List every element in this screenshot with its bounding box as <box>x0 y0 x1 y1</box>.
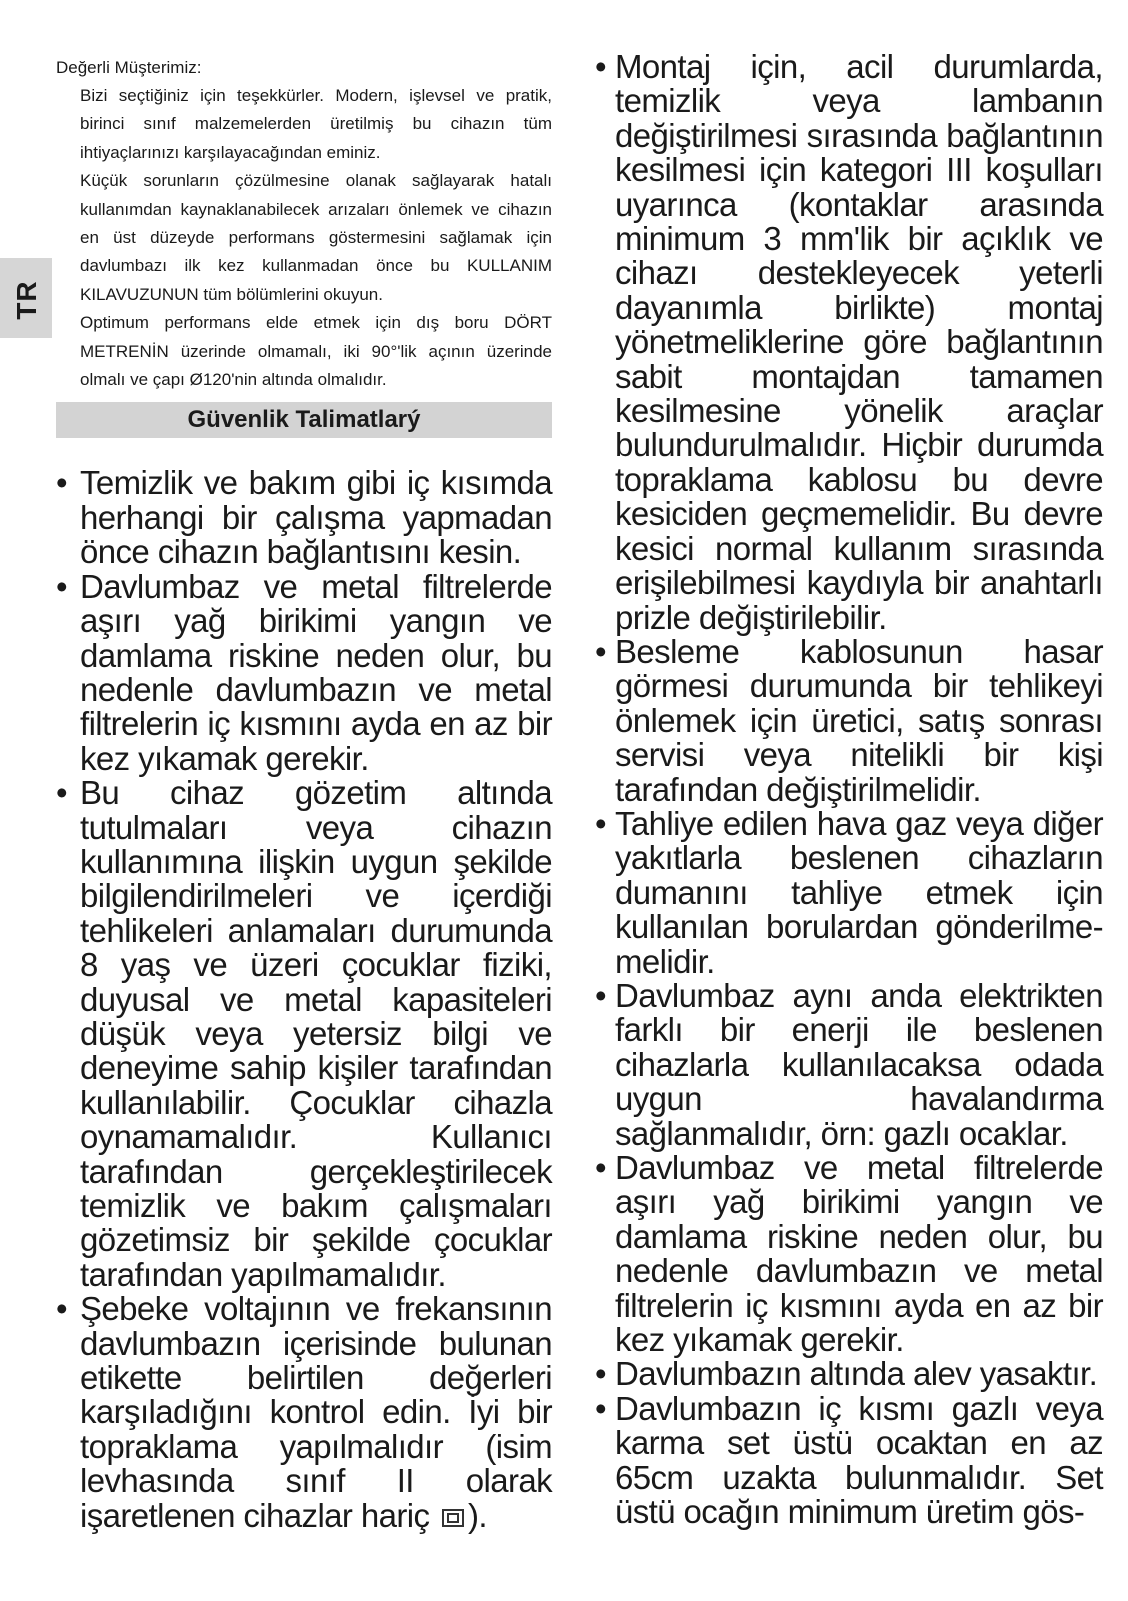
safety-item: • Bu cihaz gözetim altında tutulmaları veya cihazın kullanımına ilişkin uygun şekilde bilgilendirilmeleri ve içerdiği tehlikeleri anlamaları durumunda 8 yaş ve üzeri çocuklar fiziki, duyusal ve metal kapasiteleri düşük veya yetersiz bilgi ve deneyime sahip kişiler tarafından kullanılabilir. Çocuklar cihazla oynamamalıdır. Kullanıcı tarafından gerçekleştirilecek temizlik ve bakım çalışmaları gözetimsiz bir şekilde çocuklar tarafından yapılmamalıdır. <box>56 776 552 1292</box>
intro-paragraph: Küçük sorunların çözülmesine olanak sağlayarak hatalı kullanımdan kaynaklanabilecek arızaları önlemek ve cihazın en üst düzeyde performans göstermesini sağlamak için davlumbazı ilk kez kullanmadan önce bu KULLANIM KILAVUZUNUN tüm bölümlerini okuyun. <box>80 171 552 304</box>
safety-item: • Davlumbaz ve metal filtrelerde aşırı yağ birikimi yangın ve damlama riskine neden olur, bu nedenle davlumbazın ve metal filtrelerin iç kısmını ayda en az bir kez yıkamak gerekir. <box>595 1151 1103 1357</box>
safety-item: • Besleme kablosunun hasar görmesi durumunda bir tehlikeyi önlemek için üretici, satış sonrası servisi veya nitelikli bir kişi tarafından değiştirilmelidir. <box>595 635 1103 807</box>
intro-paragraph: Optimum performans elde etmek için dış boru DÖRT METRENİN üzerinde olmamalı, iki 90°'lik açının üzerinde olmalı ve çapı Ø120'nin altında olmalıdır. <box>80 313 552 390</box>
language-tab <box>0 258 52 338</box>
safety-item: • Temizlik ve bakım gibi iç kısımda herhangi bir çalışma yapmadan önce cihazın bağlantısını kesin. <box>56 466 552 569</box>
safety-item: • Davlumbaz aynı anda elektrikten farklı bir enerji ile beslenen cihazlarla kullanılacaksa odada uygun havalandırma sağlanmalıdır, örn: gazlı ocaklar. <box>595 979 1103 1151</box>
safety-item-text: Şebeke voltajının ve frekansının davlumbazın içerisinde bulunan etikette belirtilen değerleri karşıladığını kontrol edin. İyi bir topraklama yapılmalıdır (isim levhasında sınıf II olarak işaretlenen cihazlar hariç <box>80 1290 552 1534</box>
right-column <box>595 50 1103 1529</box>
safety-list-right <box>595 50 1103 1529</box>
safety-item <box>56 1292 552 1533</box>
safety-item-suffix: ). <box>468 1496 487 1534</box>
section-title: Güvenlik Talimatlarý <box>56 402 552 438</box>
safety-item: • Davlumbaz ve metal filtrelerde aşırı yağ birikimi yangın ve damlama riskine neden olur, bu nedenle davlumbazın ve metal filtrelerin iç kısmını ayda en az bir kez yıkamak gerekir. <box>56 570 552 776</box>
language-code: TR <box>11 280 42 320</box>
class-ii-icon <box>442 1509 464 1527</box>
safety-item: • Davlumbazın altında alev yasaktır. <box>595 1357 1103 1391</box>
safety-item: • Davlumbazın iç kısmı gazlı veya karma set üstü ocaktan en az 65cm uzakta bulunmalıdır. Set üstü ocağın minimum üretim gös- <box>595 1392 1103 1530</box>
intro-paragraph: Bizi seçtiğiniz için teşekkürler. Modern, işlevsel ve pratik, birinci sınıf malzemelerden üretilmiş bu cihazın tüm ihtiyaçlarınızı karşılayacağından eminiz. <box>80 86 552 162</box>
intro <box>56 82 552 394</box>
greeting: Değerli Müşterimiz: <box>56 58 202 77</box>
safety-item: • Tahliye edilen hava gaz veya diğer yakıtlarla beslenen cihazların dumanını tahliye etmek için kullanılan borulardan gönderilme- melidir. <box>595 807 1103 979</box>
safety-list-left <box>56 466 552 1533</box>
safety-item: • Montaj için, acil durumlarda, temizlik veya lambanın değiştirilmesi sırasında bağlantının kesilmesi için kategori III koşulları uyarınca (kontaklar arasında minimum 3 mm'lik bir açıklık ve cihazı destekleyecek yeterli dayanımla birlikte) montaj yönetmeliklerine göre bağlantının sabit montajdan tamamen kesilmesine yönelik araçlar bulundurulmalıdır. Hiçbir durumda topraklama kablosu bu devre kesiciden geçmemelidir. Bu devre kesici normal kullanım sırasında erişilebilmesi kaydıyla bir anahtarlı prizle değiştirilebilir. <box>595 50 1103 635</box>
left-column <box>56 54 552 1533</box>
